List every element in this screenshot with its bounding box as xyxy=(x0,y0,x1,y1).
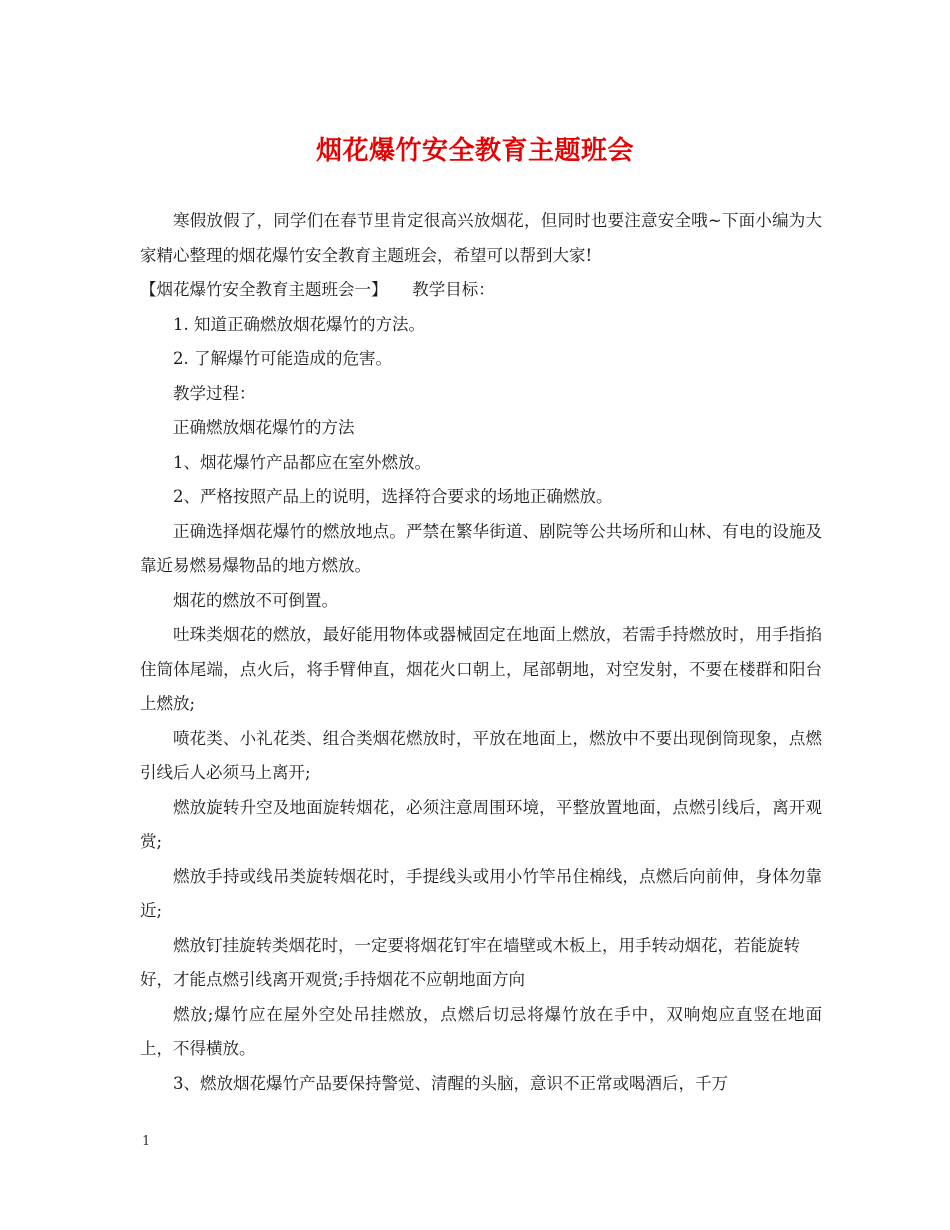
document-title: 烟花爆竹安全教育主题班会 xyxy=(315,136,634,166)
list-item: 2、严格按照产品上的说明，选择符合要求的场地正确燃放。 xyxy=(173,487,613,506)
paragraph: 燃放钉挂旋转类烟花时，一定要将烟花钉牢在墙壁或木板上，用手转动烟花，若能旋转好，才能点燃引线离开观赏;手持烟花不应朝地面方向 xyxy=(140,935,800,989)
paragraph: 燃放手持或线吊类旋转烟花时，手提线头或用小竹竿吊住棉线，点燃后向前伸，身体勿靠近; xyxy=(140,866,822,920)
paragraph: 燃放;爆竹应在屋外空处吊挂燃放，点燃后切忌将爆竹放在手中，双响炮应直竖在地面上，不得横放。 xyxy=(140,1004,822,1058)
paragraph: 正确选择烟花爆竹的燃放地点。严禁在繁华街道、剧院等公共场所和山林、有电的设施及靠近易燃易爆物品的地方燃放。 xyxy=(140,521,822,575)
paragraph: 燃放旋转升空及地面旋转烟花，必须注意周围环境，平整放置地面，点燃引线后，离开观赏; xyxy=(140,797,822,851)
subheading: 正确燃放烟花爆竹的方法 xyxy=(173,418,355,437)
section-heading: 【烟花爆竹安全教育主题班会一】 教学目标： xyxy=(140,280,495,299)
goal-item: 2. 了解爆竹可能造成的危害。 xyxy=(173,349,392,368)
paragraph: 喷花类、小礼花类、组合类烟花燃放时，平放在地面上，燃放中不要出现倒筒现象，点燃引线后人必须马上离开; xyxy=(140,728,822,782)
paragraph: 烟花的燃放不可倒置。 xyxy=(173,590,338,610)
paragraph: 吐珠类烟花的燃放，最好能用物体或器械固定在地面上燃放，若需手持燃放时，用手指掐住筒体尾端，点火后，将手臂伸直，烟花火口朝上，尾部朝地，对空发射，不要在楼群和阳台上燃放; xyxy=(140,625,822,713)
list-item: 1、烟花爆竹产品都应在室外燃放。 xyxy=(173,452,431,472)
intro-paragraph: 寒假放假了，同学们在春节里肯定很高兴放烟花，但同时也要注意安全哦~下面小编为大家精心整理的烟花爆竹安全教育主题班会，希望可以帮到大家! xyxy=(140,211,822,265)
page-number: 1 xyxy=(142,1134,151,1149)
process-heading: 教学过程： xyxy=(173,383,256,403)
list-item: 3、燃放烟花爆竹产品要保持警觉、清醒的头脑，意识不正常或喝酒后，千万 xyxy=(173,1073,728,1093)
goal-item: 1. 知道正确燃放烟花爆竹的方法。 xyxy=(173,314,425,334)
document-body xyxy=(140,204,822,1101)
